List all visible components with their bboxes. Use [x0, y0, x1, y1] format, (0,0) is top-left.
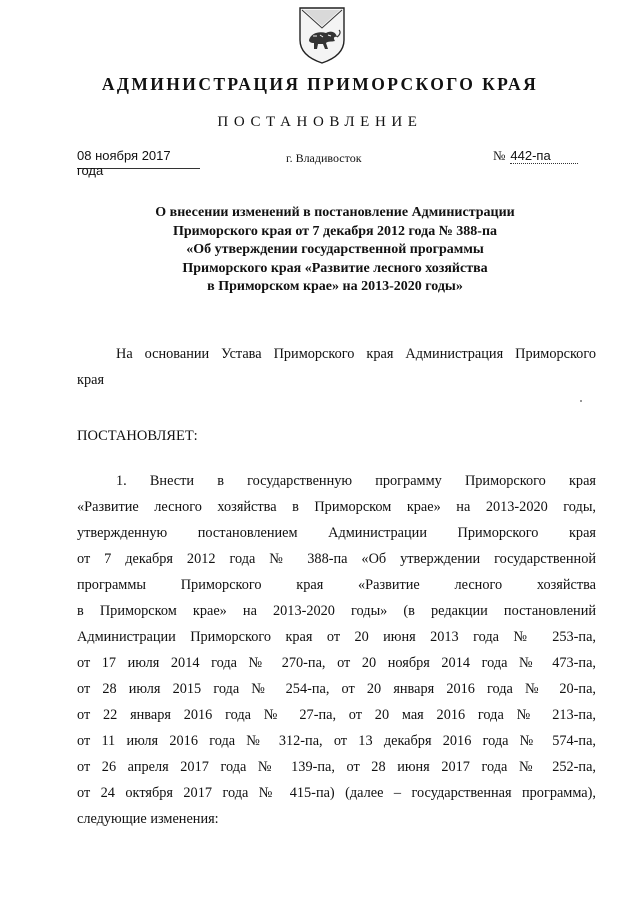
document-city: г. Владивосток	[286, 151, 362, 165]
text-line: от 11 июля 2016 года № 312-па, от 13 декабря 2016 года № 574-па,	[77, 733, 596, 749]
document-date: 08 ноября 2017 года	[77, 148, 200, 169]
resolves-heading: ПОСТАНОВЛЯЕТ:	[77, 428, 198, 444]
text-line: утвержденную постановлением Администрации Приморского края	[77, 525, 596, 541]
number-value: 442-па	[510, 148, 578, 164]
coat-of-arms-icon	[298, 6, 346, 64]
basis-paragraph	[77, 341, 596, 393]
text-line: На основании Устава Приморского края Администрация Приморского	[116, 346, 596, 362]
item-1-paragraph	[77, 468, 596, 832]
text-line: от 28 июля 2015 года № 254-па, от 20 января 2016 года № 20-па,	[77, 681, 596, 697]
scan-speck	[580, 400, 582, 402]
text-line: «Развитие лесного хозяйства в Приморском крае» на 2013-2020 годы,	[77, 499, 596, 515]
document-number	[493, 148, 578, 168]
primorsky-krai-coat-of-arms-icon	[298, 6, 346, 64]
text-line: края	[77, 372, 105, 388]
text-line: от 24 октября 2017 года № 415-па) (далее – государственная программа),	[77, 785, 596, 801]
organization-name: АДМИНИСТРАЦИЯ ПРИМОРСКОГО КРАЯ	[101, 74, 539, 94]
text-line: программы Приморского края «Развитие лесного хозяйства	[77, 577, 596, 593]
document-subject	[110, 204, 560, 297]
subject-line: Приморского края «Развитие лесного хозяйства	[182, 260, 488, 276]
subject-line: в Приморском крае» на 2013-2020 годы»	[207, 279, 463, 294]
number-sign: №	[493, 148, 506, 163]
text-line: 1. Внести в государственную программу Приморского края	[116, 473, 596, 489]
text-line: от 22 января 2016 года № 27-па, от 20 мая 2016 года № 213-па,	[77, 707, 596, 723]
text-line: от 26 апреля 2017 года № 139-па, от 28 июня 2017 года № 252-па,	[77, 759, 596, 775]
text-line: от 7 декабря 2012 года № 388-па «Об утверждении государственной	[77, 551, 596, 567]
text-line: в Приморском крае» на 2013-2020 годы» (в редакции постановлений	[77, 603, 596, 619]
subject-line: Приморского края от 7 декабря 2012 года № 388-па	[172, 223, 498, 239]
text-line: следующие изменения:	[77, 811, 219, 827]
subject-line: «Об утверждении государственной программы	[186, 242, 484, 257]
document-type: ПОСТАНОВЛЕНИЕ	[217, 114, 423, 130]
text-line: от 17 июля 2014 года № 270-па, от 20 ноября 2014 года № 473-па,	[77, 655, 596, 671]
text-line: Администрации Приморского края от 20 июня 2013 года № 253-па,	[77, 629, 596, 645]
subject-line: О внесении изменений в постановление Администрации	[155, 205, 515, 220]
